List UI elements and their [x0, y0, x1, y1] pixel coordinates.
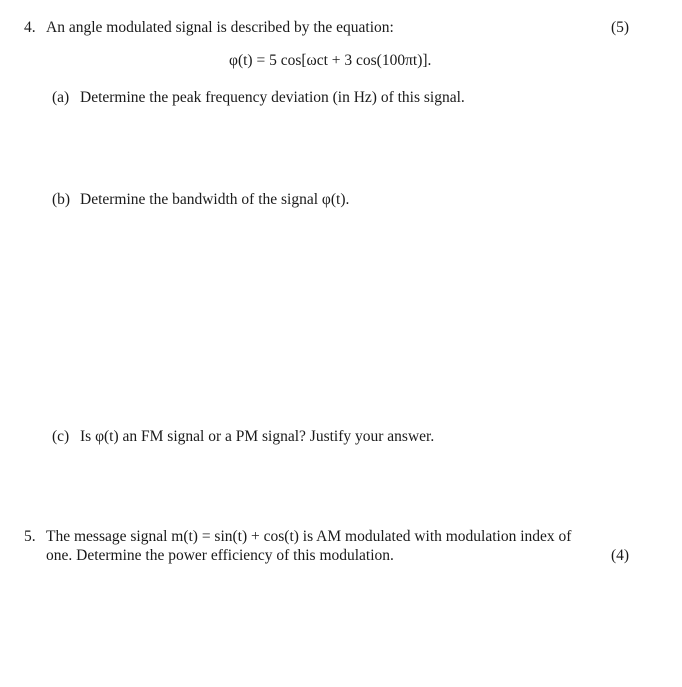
part-a-label: (a): [52, 89, 70, 106]
question-5-number: 5.: [24, 528, 36, 545]
question-4-number: 4.: [24, 19, 36, 36]
question-4-marks: (5): [611, 19, 630, 36]
part-a-text: Determine the peak frequency deviation (in Hz) of this signal.: [80, 89, 465, 106]
part-c-label: (c): [52, 428, 70, 445]
part-b-label: (b): [52, 191, 71, 208]
question-5-marks: (4): [611, 547, 630, 564]
part-b-text: Determine the bandwidth of the signal φ(t).: [80, 191, 350, 208]
question-5-line1: The message signal m(t) = sin(t) + cos(t) is AM modulated with modulation index of: [46, 528, 572, 545]
equation: φ(t) = 5 cos[ωct + 3 cos(100πt)].: [229, 52, 432, 69]
question-4-text: An angle modulated signal is described by the equation:: [46, 19, 394, 36]
part-c-text: Is φ(t) an FM signal or a PM signal? Justify your answer.: [80, 428, 435, 445]
question-5-line2: one. Determine the power efficiency of this modulation.: [46, 547, 394, 564]
